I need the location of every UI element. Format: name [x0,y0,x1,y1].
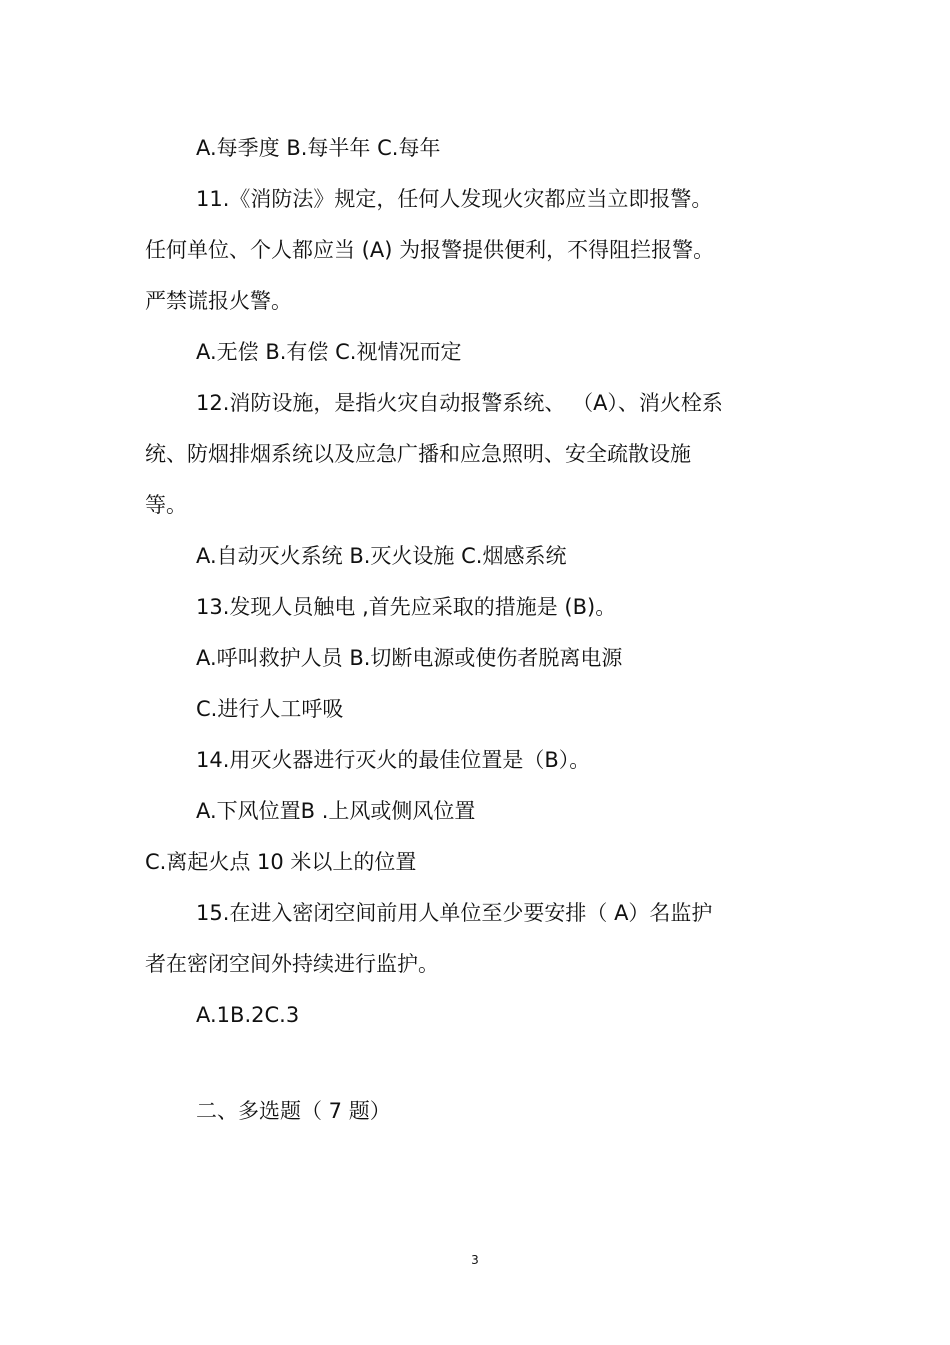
page-number: 3 [471,1253,479,1267]
q12-text-cont: 等。 [145,493,187,517]
q15-text-cont: 者在密闭空间外持续进行监护。 [145,952,439,976]
q14-text: 14.用灭火器进行灭火的最佳位置是（B）。 [196,748,591,772]
q15-options: A.1B.2C.3 [196,1003,300,1027]
q12-text: 12.消防设施，是指火灾自动报警系统、 （A）、消火栓系 [196,391,723,415]
q14-options: A.下风位置B .上风或侧风位置 [196,799,476,823]
q12-options: A.自动灭火系统 B.灭火设施 C.烟感系统 [196,544,567,568]
q11-text: 11.《消防法》规定，任何人发现火灾都应当立即报警。 [196,187,713,211]
section-heading: 二、多选题（ 7 题） [196,1099,391,1123]
q14-options-cont: C.离起火点 10 米以上的位置 [145,850,417,874]
q11-options: A.无偿 B.有偿 C.视情况而定 [196,340,462,364]
q13-options: A.呼叫救护人员 B.切断电源或使伤者脱离电源 [196,646,623,670]
q13-options-cont: C.进行人工呼吸 [196,697,344,721]
q10-options: A.每季度 B.每半年 C.每年 [196,136,441,160]
q11-text-cont: 严禁谎报火警。 [145,289,292,313]
q15-text: 15.在进入密闭空间前用人单位至少要安排（ A）名监护 [196,901,713,925]
q13-text: 13.发现人员触电 ,首先应采取的措施是 (B)。 [196,595,617,619]
q12-text-cont: 统、防烟排烟系统以及应急广播和应急照明、安全疏散设施 [145,442,691,466]
q11-text-cont: 任何单位、个人都应当 (A) 为报警提供便利，不得阻拦报警。 [145,238,715,262]
